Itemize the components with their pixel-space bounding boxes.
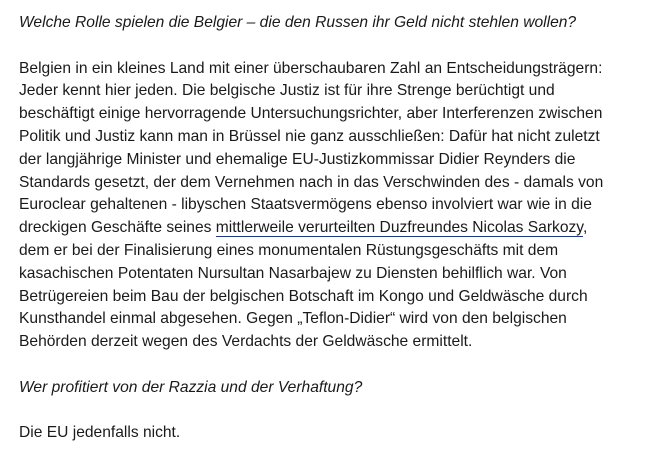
paragraph-line: Die EU jedenfalls nicht. [19,424,181,442]
answer-paragraph-belgium [19,58,639,354]
answer-paragraph-eu [19,422,639,445]
interview-question-raid [19,377,639,400]
paragraph-line-with-link [19,217,639,240]
paragraph-line: Standards gesetzt, der dem Vernehmen nach in das Verschwinden des - damals von [19,173,604,191]
question-text: Welche Rolle spielen die Belgier – die den Russen ihr Geld nicht stehlen wollen? [19,14,577,31]
paragraph-text: , [582,219,588,237]
paragraph-line: Kunsthandel einmal abgesehen. Gegen „Teflon-Didier“ wird von den belgischen [19,310,567,328]
paragraph-line: Jeder kennt hier jeden. Die belgische Justiz ist für ihre Strenge berüchtigt und [19,82,555,100]
interview-question-belgians [19,12,639,35]
paragraph-line: der langjährige Minister und ehemalige EU-Justizkommissar Didier Reynders die [19,150,576,168]
sarkozy-article-link[interactable]: mittlerweile verurteilten Duzfreundes Nicolas Sarkozy [215,219,583,237]
article-body [19,12,639,445]
paragraph-spacer [19,400,639,423]
paragraph-line: Politik und Justiz kann man in Brüssel nie ganz ausschließen: Dafür hat nicht zuletzt [19,127,600,145]
paragraph-line: Belgien in ein kleines Land mit einer überschaubaren Zahl an Entscheidungsträgern: [19,59,603,77]
paragraph-line: kasachischen Potentaten Nursultan Nasarbajew zu Diensten behilflich war. Von [19,264,567,282]
paragraph-line: Behörden derzeit wegen des Verdachts der Geldwäsche ermittelt. [19,333,473,351]
paragraph-line: dem er bei der Finalisierung eines monumentalen Rüstungsgeschäfts mit dem [19,241,559,259]
question-text: Wer profitiert von der Razzia und der Verhaftung? [19,378,363,396]
paragraph-spacer [19,35,639,58]
paragraph-spacer [19,354,639,377]
paragraph-line: beschäftigt einige hervorragende Untersuchungsrichter, aber Interferenzen zwischen [19,105,603,123]
paragraph-text: dreckigen Geschäfte seines [19,219,216,237]
paragraph-line: Euroclear gehaltenen - libyschen Staatsvermögens ebenso involviert war wie in die [19,196,592,214]
paragraph-line: Betrügereien beim Bau der belgischen Botschaft im Kongo und Geldwäsche durch [19,287,588,305]
